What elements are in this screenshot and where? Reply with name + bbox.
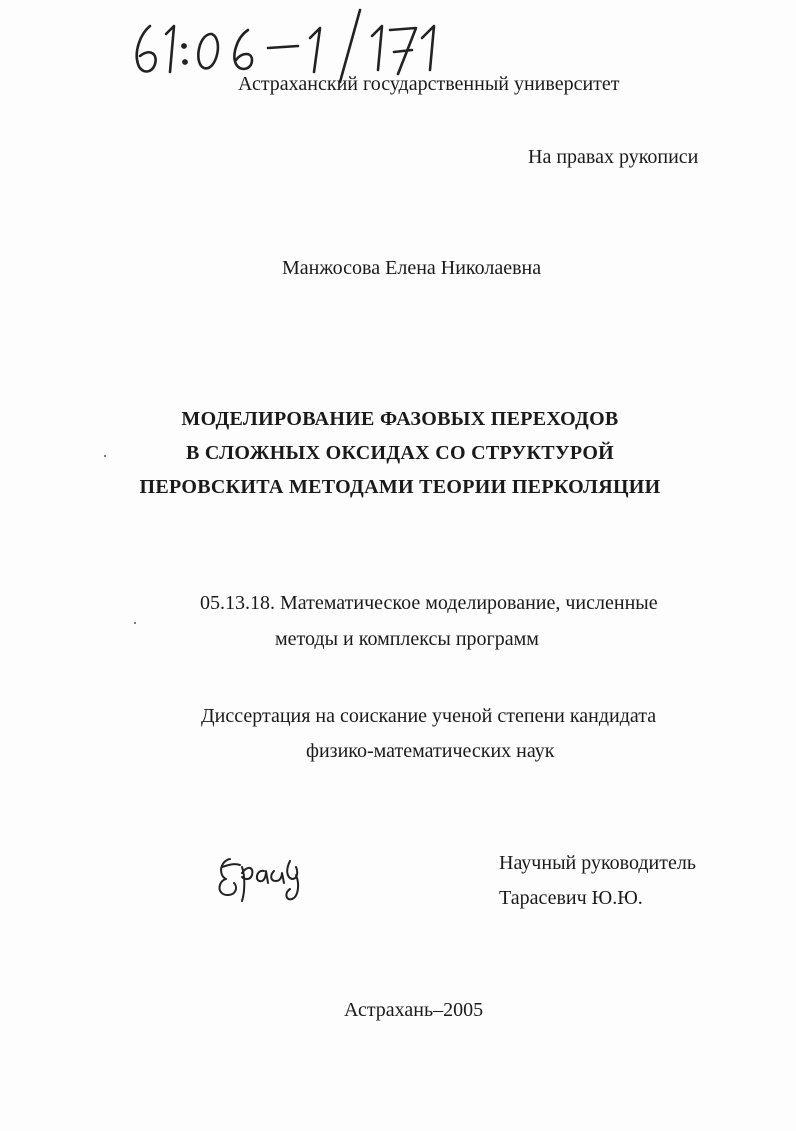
- title-line: ПЕРОВСКИТА МЕТОДАМИ ТЕОРИИ ПЕРКОЛЯЦИИ: [139, 476, 661, 498]
- scan-speck: [104, 455, 106, 457]
- city-year: Астрахань–2005: [344, 999, 484, 1021]
- degree-line-1: Диссертация на соискание ученой степени кандидата: [201, 705, 657, 727]
- specialty-line-1: 05.13.18. Математическое моделирование, численные: [200, 592, 658, 614]
- handwritten-archive-code: [128, 4, 448, 84]
- university-name: Астраханский государственный университет: [238, 73, 620, 95]
- author-name: Манжосова Елена Николаевна: [282, 257, 542, 279]
- title-line: В СЛОЖНЫХ ОКСИДАХ СО СТРУКТУРОЙ: [185, 442, 615, 464]
- supervisor-name: Тарасевич Ю.Ю.: [499, 887, 643, 909]
- title-line: МОДЕЛИРОВАНИЕ ФАЗОВЫХ ПЕРЕХОДОВ: [181, 408, 619, 430]
- rights-notice: На правах рукописи: [528, 146, 699, 168]
- degree-line-2: физико-математических наук: [306, 740, 555, 762]
- scan-speck: [134, 622, 136, 624]
- dissertation-title: [100, 402, 700, 504]
- specialty-line-2: методы и комплексы программ: [275, 628, 539, 650]
- signature-image: [212, 845, 312, 903]
- supervisor-label: Научный руководитель: [499, 852, 696, 874]
